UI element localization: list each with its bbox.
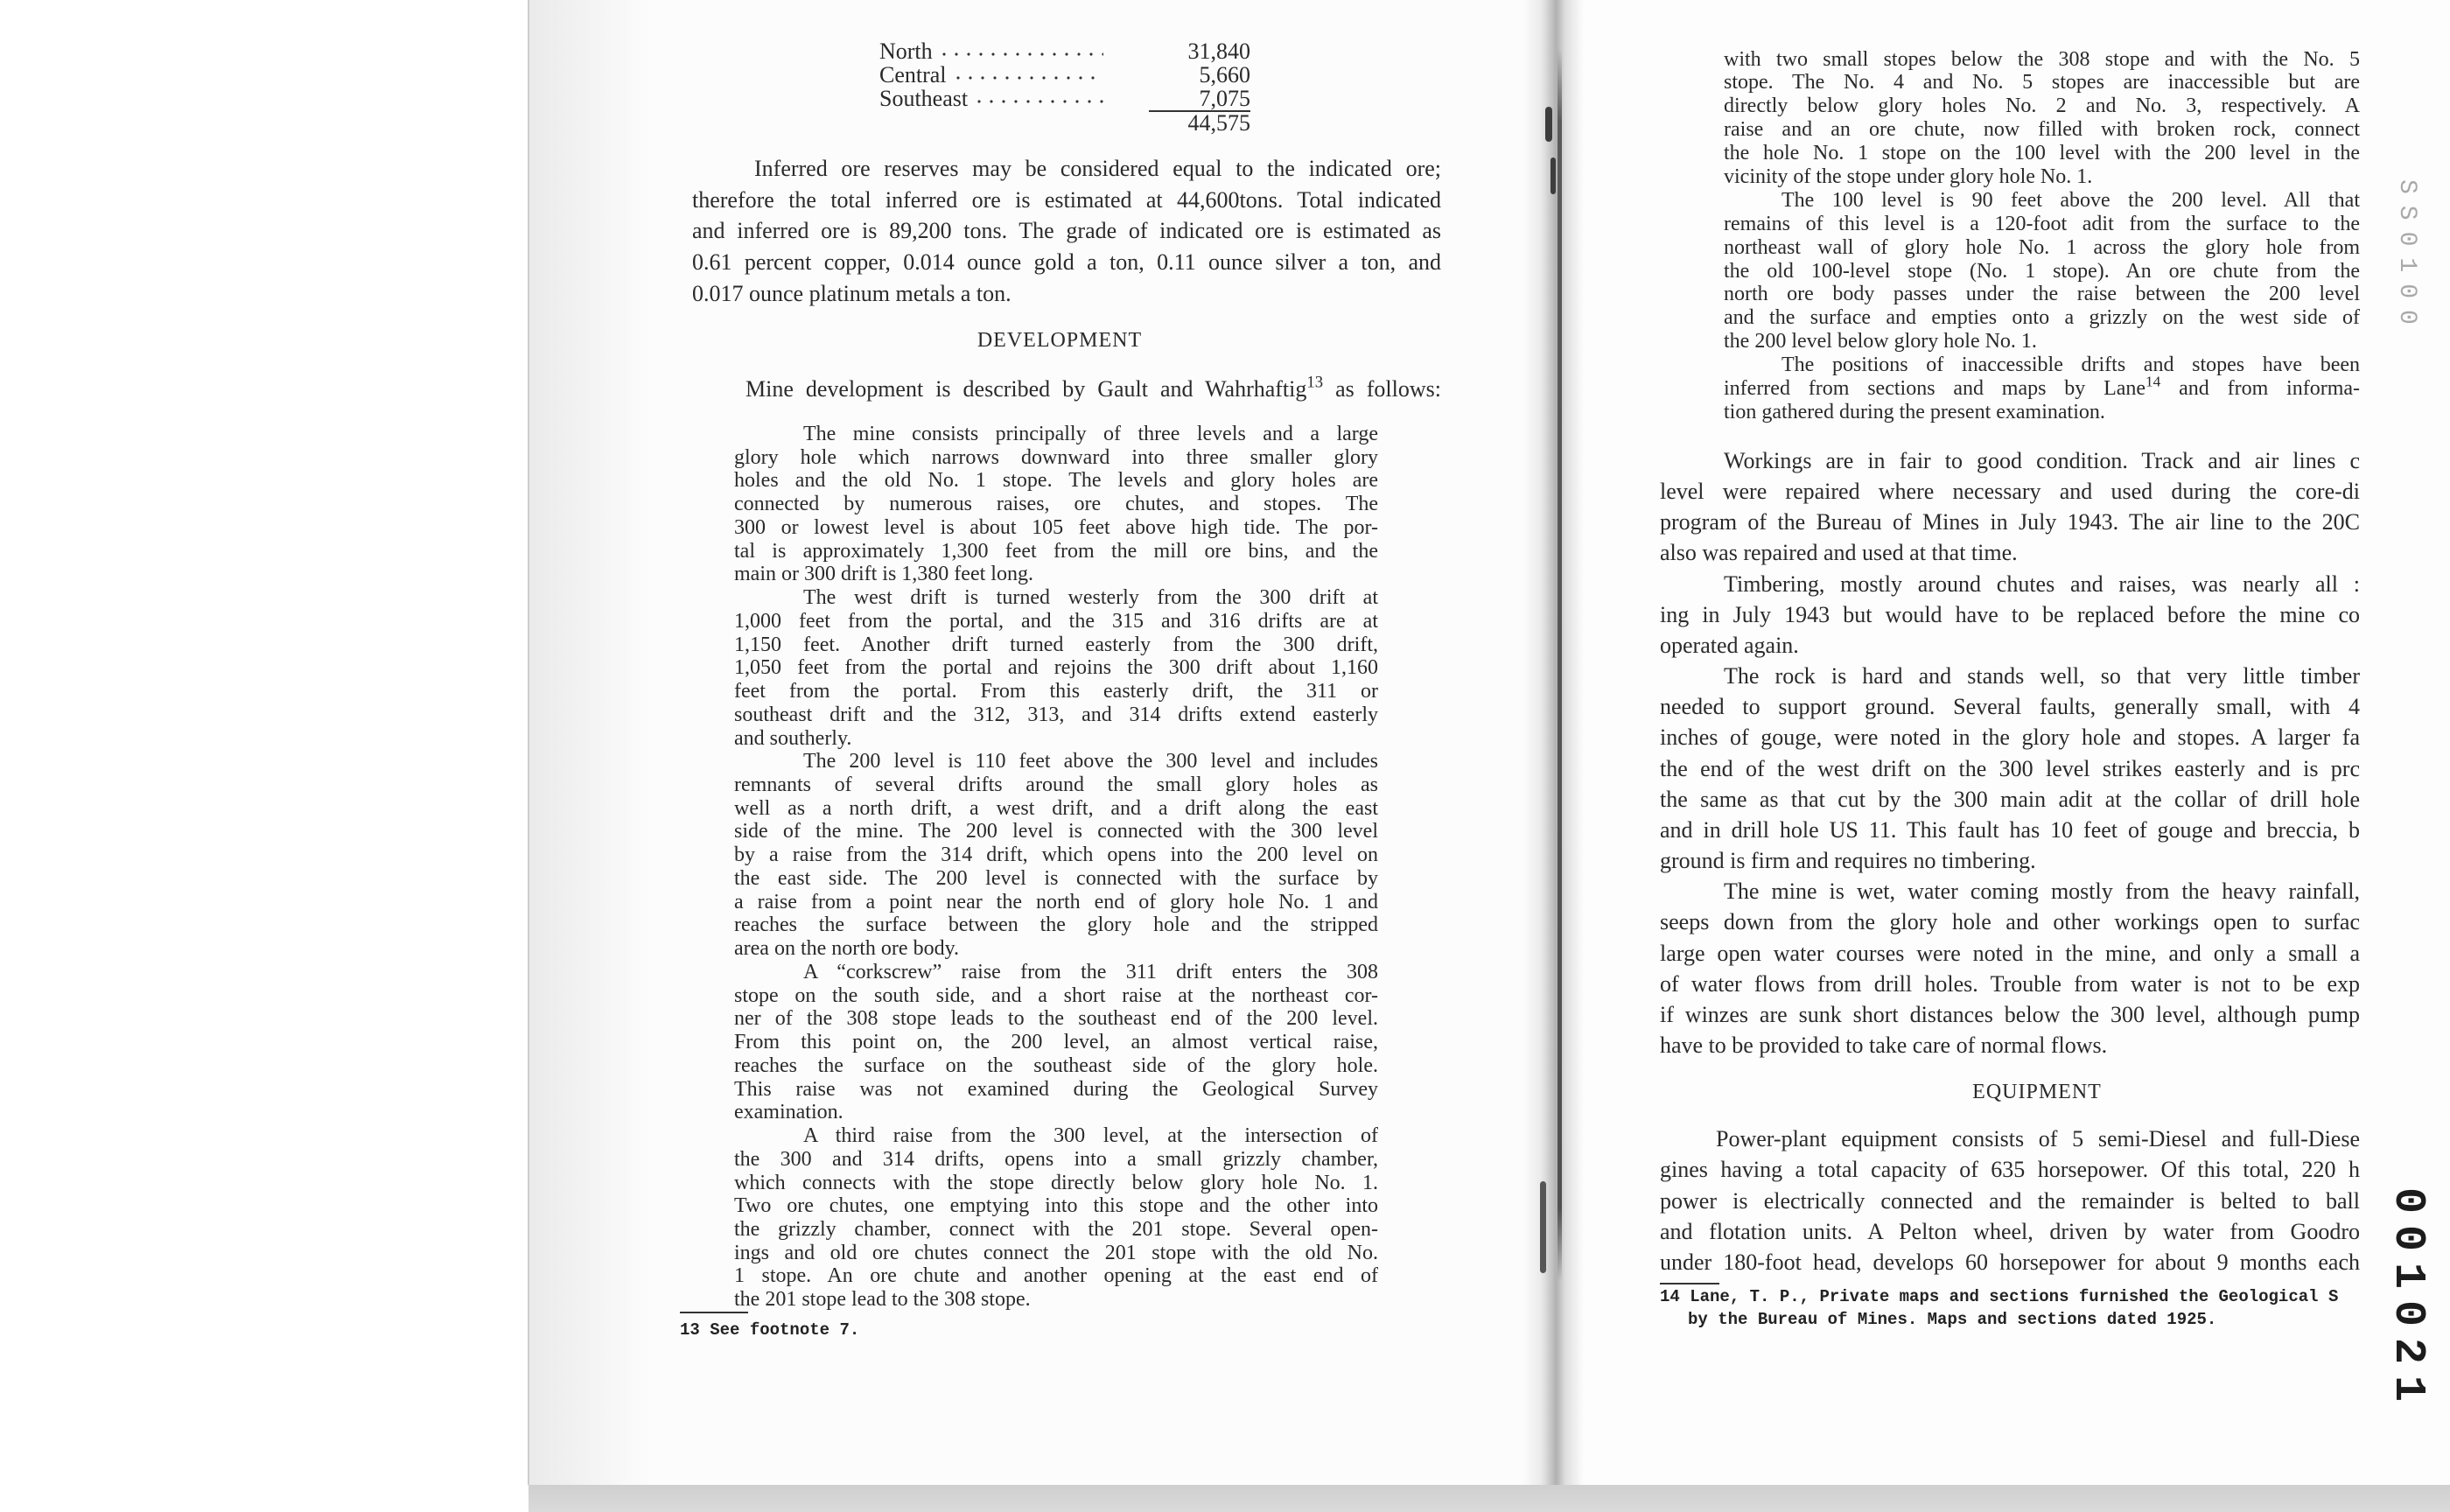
text-line: reaches the surface between the glory hole and the stripped xyxy=(734,914,1378,937)
text-line: holes and the old No. 1 stope. The levels and glory holes are xyxy=(734,469,1378,493)
text-line: the east side. The 200 level is connected with the surface by xyxy=(734,866,1378,890)
ore-row-value: 31,840 xyxy=(1187,38,1250,64)
text-line: The 200 level is 110 feet above the 300 level and includes xyxy=(803,750,1378,774)
text-line: power is electrically connected and the remainder is belted to ball xyxy=(1660,1187,2360,1214)
equipment-paragraph xyxy=(1660,1124,2360,1278)
footnote-14-line-2: by the Bureau of Mines. Maps and sections dated 1925. xyxy=(1688,1310,2217,1329)
ore-row-total xyxy=(879,110,1250,134)
text-line: therefore the total inferred ore is estimated at 44,600tons. Total indicated xyxy=(692,186,1441,213)
text-line: 1,150 feet. Another drift turned easterly from the 300 drift, xyxy=(734,633,1378,656)
text-line: A third raise from the 300 level, at the intersection of xyxy=(803,1124,1378,1148)
text-line: and the surface and empties onto a grizzly on the west side of xyxy=(1724,306,2360,330)
text-line: remnants of several drifts around the small glory holes as xyxy=(734,774,1378,797)
ore-reserve-table xyxy=(879,39,1250,134)
ore-row-value: 5,660 xyxy=(1199,62,1250,88)
text-line: The positions of inaccessible drifts and stopes have been xyxy=(1782,354,2360,377)
text-line: Two ore chutes, one emptying into this stope and the other into xyxy=(734,1194,1378,1218)
text-line: directly below glory holes No. 2 and No. 3, respectively. A xyxy=(1724,94,2360,118)
page-edge xyxy=(528,0,529,1485)
text-line: and southerly. xyxy=(734,726,852,750)
workings-condition-paragraphs xyxy=(1660,445,2360,1060)
text-line: Inferred ore reserves may be considered equal to the indicated ore; xyxy=(754,156,1441,181)
scanner-bed-edge xyxy=(528,1485,2450,1512)
text-line: the 300 and 314 drifts, opens into a small grizzly chamber, xyxy=(734,1147,1378,1171)
text-line: tion gathered during the present examination. xyxy=(1724,400,2105,424)
footnote-text: Lane, T. P., Private maps and sections furnished the Geological S xyxy=(1690,1287,2339,1306)
footnote-marker: 14 xyxy=(1660,1287,1680,1306)
binding-mark xyxy=(1545,107,1552,142)
right-page xyxy=(1553,0,2450,1485)
text-line: the old 100-level stope (No. 1 stope). An ore chute from the xyxy=(1724,259,2360,283)
text-line: the 201 stope lead to the 308 stope. xyxy=(734,1288,1031,1312)
text-line: program of the Bureau of Mines in July 1943. The air line to the 20C xyxy=(1660,509,2360,536)
text-line: and in drill hole US 11. This fault has 10 feet of gouge and breccia, b xyxy=(1660,816,2360,843)
text-line xyxy=(1724,373,2361,401)
footnote-ref-13: 13 xyxy=(1306,373,1324,392)
text-line: of water flows from drill holes. Trouble from water is not to be exp xyxy=(1660,970,2360,997)
archive-stamp-number: 001021 xyxy=(2383,1187,2432,1414)
text-line: the end of the west drift on the 300 level strikes easterly and is prc xyxy=(1660,755,2360,781)
ore-row-north xyxy=(879,39,1250,63)
text-line: From this point on, the 200 level, an almost vertical raise, xyxy=(734,1031,1378,1054)
text-line: tal is approximately 1,300 feet from the mill ore bins, and the xyxy=(734,539,1378,563)
text-line: operated again. xyxy=(1660,632,1799,658)
text-line: main or 300 drift is 1,380 feet long. xyxy=(734,563,1033,586)
quoted-mine-description xyxy=(734,423,1378,1312)
binding-mark xyxy=(1540,1181,1546,1273)
text-line: feet from the portal. From this easterly drift, the 311 or xyxy=(734,680,1378,704)
text-line: This raise was not examined during the Geological Survey xyxy=(734,1077,1378,1101)
ore-row-label: North xyxy=(879,38,933,64)
text-line: and flotation units. A Pelton wheel, driven by water from Goodro xyxy=(1660,1218,2360,1244)
left-page xyxy=(528,0,1544,1485)
footnote-13 xyxy=(680,1320,859,1340)
scan-shadow xyxy=(528,0,651,1485)
text-line: raise and an ore chute, now filled with broken rock, connect xyxy=(1724,118,2360,142)
text-line: 1 stope. An ore chute and another opening at the east end of xyxy=(734,1264,1378,1288)
text-line: and inferred ore is 89,200 tons. The grade of indicated ore is estimated as xyxy=(692,218,1441,244)
text-line: needed to support ground. Several faults, generally small, with 4 xyxy=(1660,694,2360,720)
text-line: well as a north drift, a west drift, and a drift along the east xyxy=(734,796,1378,820)
text-line: northeast wall of glory hole No. 1 across the glory hole from xyxy=(1724,235,2360,259)
text-line: examination. xyxy=(734,1101,844,1124)
line-text: inferred from sections and maps by Lane xyxy=(1724,376,2146,400)
text-line: gines having a total capacity of 635 horsepower. Of this total, 220 h xyxy=(1660,1157,2360,1183)
text-line: southeast drift and the 312, 313, and 314 drifts extend easterly xyxy=(734,703,1378,726)
text-line: the 200 level below glory hole No. 1. xyxy=(1724,330,2037,354)
binding-mark xyxy=(1550,158,1556,194)
development-heading: DEVELOPMENT xyxy=(976,329,1143,352)
text-line: the same as that cut by the 300 main adit at the collar of drill hole xyxy=(1660,786,2360,812)
text-line: if winzes are sunk short distances below the 300 level, although pump xyxy=(1660,1001,2360,1027)
text-line: area on the north ore body. xyxy=(734,937,960,961)
gutter-crease xyxy=(1558,48,1562,1282)
text-line: side of the mine. The 200 level is connected with the 300 level xyxy=(734,820,1378,844)
text-line: which connects with the stope directly below glory hole No. 1. xyxy=(734,1171,1378,1194)
text-line: the hole No. 1 stope on the 100 level with the 200 level in the xyxy=(1724,142,2360,165)
line-tail: and from informa- xyxy=(2179,376,2361,400)
ore-row-southeast xyxy=(879,87,1250,110)
text-line: north ore body passes under the raise between the 200 level xyxy=(1724,283,2360,306)
ore-row-label: Southeast xyxy=(879,86,969,111)
ore-total-value: 44,575 xyxy=(1149,110,1250,134)
text-line: inches of gouge, were noted in the glory hole and stopes. A larger fa xyxy=(1660,724,2360,751)
ore-row-value: 7,075 xyxy=(1199,86,1250,111)
text-line: seeps down from the glory hole and other workings open to surfac xyxy=(1660,909,2360,935)
text-line: Power-plant equipment consists of 5 semi-Diesel and full-Diese xyxy=(1716,1126,2360,1152)
footnote-text: See footnote 7. xyxy=(710,1320,860,1340)
text-line: stope. The No. 4 and No. 5 stopes are inaccessible but are xyxy=(1724,71,2360,94)
text-line: The west drift is turned westerly from the 300 drift at xyxy=(803,586,1378,610)
text-line: Workings are in fair to good condition. Track and air lines c xyxy=(1724,448,2360,473)
footnote-rule xyxy=(1660,1283,1719,1284)
text-line: 1,050 feet from the portal and rejoins the 300 drift about 1,160 xyxy=(734,656,1378,680)
text-line: ings and old ore chutes connect the 201 stope with the old No. xyxy=(734,1241,1378,1264)
footnote-marker: 13 xyxy=(680,1320,700,1340)
text-line: reaches the surface on the southeast side of the glory hole. xyxy=(734,1054,1378,1077)
text-line: have to be provided to take care of normal flows. xyxy=(1660,1032,2108,1058)
dot-leader xyxy=(952,74,1103,81)
text-line: with two small stopes below the 308 stope and with the No. 5 xyxy=(1724,47,2360,71)
equipment-heading: EQUIPMENT xyxy=(1972,1081,2102,1103)
text-line: remains of this level is a 120-foot adit from the surface to the xyxy=(1724,212,2360,235)
quoted-mine-description-continued xyxy=(1724,48,2360,424)
footnote-rule xyxy=(680,1312,748,1313)
text-line: A “corkscrew” raise from the 311 drift enters the 308 xyxy=(803,960,1378,984)
text-line: 0.61 percent copper, 0.014 ounce gold a ton, 0.11 ounce silver a ton, and xyxy=(692,249,1441,276)
text-line: The rock is hard and stands well, so that very little timber xyxy=(1724,663,2360,690)
inferred-ore-paragraph xyxy=(692,153,1441,309)
archive-stamp-faint: SS0100 xyxy=(2393,179,2420,336)
ore-row-central xyxy=(879,63,1250,87)
dot-leader xyxy=(973,98,1103,105)
footnote-14-line-1 xyxy=(1660,1286,2338,1307)
text-line: large open water courses were noted in the mine, and only a small a xyxy=(1660,940,2360,966)
text-line: The mine consists principally of three levels and a large xyxy=(803,423,1378,445)
dot-leader xyxy=(938,51,1103,58)
text-line: also was repaired and used at that time. xyxy=(1660,540,2018,566)
text-line: a raise from a point near the north end of glory hole No. 1 and xyxy=(734,890,1378,914)
text-line: ing in July 1943 but would have to be replaced before the mine co xyxy=(1660,601,2360,627)
text-line: The 100 level is 90 feet above the 200 level. All that xyxy=(1782,188,2360,212)
text-line: glory hole which narrows downward into three smaller glory xyxy=(734,445,1378,469)
development-intro xyxy=(746,374,1441,405)
text-line: The mine is wet, water coming mostly from the heavy rainfall, xyxy=(1724,878,2360,905)
ore-row-label: Central xyxy=(879,62,947,88)
text-line: under 180-foot head, develops 60 horsepower for about 9 months each xyxy=(1660,1250,2360,1275)
book-gutter xyxy=(1522,0,1584,1485)
text-line: Timbering, mostly around chutes and raises, was nearly all : xyxy=(1724,570,2360,597)
text-line: ner of the 308 stope leads to the southeast end of the 200 level. xyxy=(734,1007,1378,1031)
intro-text: Mine development is described by Gault and Wahrhaftig xyxy=(746,376,1307,402)
text-line: level were repaired where necessary and used during the core-di xyxy=(1660,479,2360,505)
intro-tail: as follows: xyxy=(1335,376,1441,402)
text-line: the grizzly chamber, connect with the 201 stope. Several open- xyxy=(734,1217,1378,1241)
text-line: 1,000 feet from the portal, and the 315 and 316 drifts are at xyxy=(734,609,1378,633)
text-line: by a raise from the 314 drift, which opens into the 200 level on xyxy=(734,844,1378,867)
text-line: 0.017 ounce platinum metals a ton. xyxy=(692,280,1012,306)
text-line: ground is firm and requires no timbering. xyxy=(1660,848,2036,874)
text-line: vicinity of the stope under glory hole No. 1. xyxy=(1724,164,2093,188)
text-line: connected by numerous raises, ore chutes, and stopes. The xyxy=(734,493,1378,516)
text-line: stope on the south side, and a short raise at the northeast cor- xyxy=(734,984,1378,1007)
footnote-ref-14: 14 xyxy=(2146,373,2161,390)
text-line: 300 or lowest level is about 105 feet above high tide. The por- xyxy=(734,515,1378,539)
